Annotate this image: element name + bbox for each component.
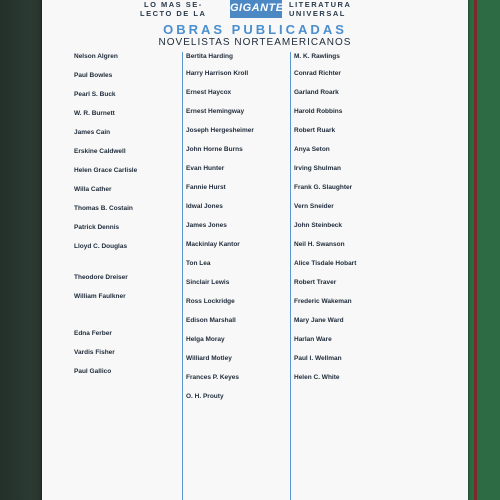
works-list-faint: [186, 306, 291, 316]
works-list-faint: [186, 173, 291, 183]
author-entry: [74, 367, 179, 386]
works-list-faint: [74, 213, 179, 223]
works-list-faint: [74, 194, 179, 204]
author-name: Paul Gallico: [74, 368, 112, 375]
book-page: [42, 0, 468, 500]
author-entry: [74, 71, 179, 90]
author-entry: [74, 273, 179, 292]
works-list-faint: [294, 97, 399, 107]
author-name: Vern Sneider: [294, 203, 334, 210]
works-list-faint: [186, 249, 291, 259]
works-list-faint: [186, 61, 291, 69]
works-list-faint: [186, 97, 291, 107]
header-left-line-1: LO MAS SE-: [144, 0, 203, 9]
author-entry: [74, 185, 179, 204]
author-entry: [74, 166, 179, 185]
works-list-faint: [74, 232, 179, 242]
author-entry: [74, 147, 179, 166]
works-list-faint: [74, 282, 179, 292]
author-entry: [74, 204, 179, 223]
author-name: Bertita Harding: [186, 53, 233, 60]
book-spine-edge: [468, 0, 500, 500]
works-list-faint: [74, 338, 179, 348]
author-entry: [74, 90, 179, 109]
author-name: Pearl S. Buck: [74, 91, 116, 98]
author-name: Mackinlay Kantor: [186, 241, 240, 248]
works-list-faint: [294, 268, 399, 278]
author-name: Ton Lea: [186, 260, 211, 267]
author-entry: [186, 145, 291, 164]
author-entry: [294, 297, 399, 316]
author-name: Conrad Richter: [294, 70, 341, 77]
author-entry: [294, 259, 399, 278]
author-entry: [294, 145, 399, 164]
gigante-logo: GIGANTE: [230, 0, 282, 18]
author-entry: [186, 335, 291, 354]
author-name: Ernest Hemingway: [186, 108, 245, 115]
works-list-faint: [186, 325, 291, 335]
author-column-3: [294, 52, 399, 392]
author-name: Irving Shulman: [294, 165, 341, 172]
works-list-faint: [186, 268, 291, 278]
author-name: John Steinbeck: [294, 222, 343, 229]
works-list-faint: [74, 137, 179, 147]
author-column-1: [74, 52, 179, 386]
author-name: Robert Ruark: [294, 127, 336, 134]
author-entry: [186, 373, 291, 392]
header-left-line-2: LECTO DE LA: [140, 9, 207, 18]
page-subtitle: NOVELISTAS NORTEAMERICANOS: [158, 37, 352, 48]
spine-stripe: [474, 0, 477, 500]
works-list-faint: [294, 325, 399, 335]
column-divider: [182, 52, 183, 500]
author-name: John Horne Burns: [186, 146, 243, 153]
works-list-faint: [186, 382, 291, 392]
works-list-faint: [74, 251, 179, 273]
author-entry: [74, 128, 179, 147]
author-name: O. H. Prouty: [186, 393, 224, 400]
author-entry: [186, 221, 291, 240]
works-list-faint: [74, 376, 179, 386]
author-name: Helen C. White: [294, 374, 340, 381]
works-list-faint: [294, 192, 399, 202]
author-entry: [294, 164, 399, 183]
author-entry: [294, 88, 399, 107]
author-name: Fannie Hurst: [186, 184, 226, 191]
author-entry: [74, 242, 179, 273]
author-name: Patrick Dennis: [74, 224, 120, 231]
works-list-faint: [186, 230, 291, 240]
author-entry: [186, 392, 291, 411]
author-name: Frank G. Slaughter: [294, 184, 353, 191]
author-entry: [186, 240, 291, 259]
author-name: Harold Robbins: [294, 108, 343, 115]
works-list-faint: [294, 230, 399, 240]
author-entry: [186, 126, 291, 145]
author-name: Paul Bowles: [74, 72, 113, 79]
author-entry: [294, 107, 399, 126]
author-entry: [294, 240, 399, 259]
author-entry: [74, 348, 179, 367]
author-name: James Jones: [186, 222, 227, 229]
works-list-faint: [186, 363, 291, 373]
author-entry: [186, 183, 291, 202]
author-name: Harlan Ware: [294, 336, 332, 343]
works-list-faint: [186, 154, 291, 164]
works-list-faint: [294, 61, 399, 69]
author-name: Ross Lockridge: [186, 298, 235, 305]
author-name: Idwal Jones: [186, 203, 223, 210]
works-list-faint: [74, 61, 179, 71]
author-entry: [294, 183, 399, 202]
works-list-faint: [294, 382, 399, 392]
header-right-line-1: LITERATURA: [289, 0, 352, 9]
author-name: Neil H. Swanson: [294, 241, 345, 248]
author-entry: [74, 109, 179, 128]
works-list-faint: [74, 80, 179, 90]
works-list-faint: [294, 344, 399, 354]
works-list-faint: [294, 287, 399, 297]
author-name: Anya Seton: [294, 146, 330, 153]
author-entry: [186, 164, 291, 183]
page-header: [42, 0, 468, 20]
author-entry: [186, 88, 291, 107]
works-list-faint: [74, 357, 179, 367]
author-name: Willa Cather: [74, 186, 112, 193]
works-list-faint: [294, 306, 399, 316]
author-name: Helen Grace Carlisle: [74, 167, 138, 174]
author-name: Sinclair Lewis: [186, 279, 230, 286]
works-list-faint: [74, 99, 179, 109]
author-name: Garland Roark: [294, 89, 339, 96]
author-name: Erskine Caldwell: [74, 148, 126, 155]
author-column-2: [186, 52, 291, 411]
author-entry: [74, 52, 179, 71]
works-list-faint: [74, 156, 179, 166]
author-entry: [74, 329, 179, 348]
author-name: W. R. Burnett: [74, 110, 115, 117]
author-entry: [294, 69, 399, 88]
author-entry: [294, 354, 399, 373]
author-entry: [294, 221, 399, 240]
author-entry: [294, 126, 399, 145]
works-list-faint: [294, 116, 399, 126]
author-entry: [186, 259, 291, 278]
author-name: Harry Harrison Kroll: [186, 70, 249, 77]
author-entry: [186, 69, 291, 88]
author-name: Paul I. Wellman: [294, 355, 342, 362]
author-name: Frances P. Keyes: [186, 374, 239, 381]
author-entry: [186, 278, 291, 297]
works-list-faint: [74, 118, 179, 128]
author-entry: [186, 107, 291, 126]
author-name: Evan Hunter: [186, 165, 225, 172]
author-name: Robert Traver: [294, 279, 337, 286]
works-list-faint: [294, 154, 399, 164]
works-list-faint: [186, 192, 291, 202]
author-entry: [294, 373, 399, 392]
author-name: Frederic Wakeman: [294, 298, 352, 305]
works-list-faint: [186, 401, 291, 411]
works-list-faint: [186, 344, 291, 354]
author-name: William Faulkner: [74, 293, 126, 300]
author-entry: [294, 316, 399, 335]
author-name: Thomas B. Costain: [74, 205, 133, 212]
author-entry: [294, 335, 399, 354]
author-entry: [74, 292, 179, 329]
header-right-line-2: UNIVERSAL: [289, 9, 346, 18]
works-list-faint: [294, 363, 399, 373]
works-list-faint: [186, 78, 291, 88]
author-entry: [186, 202, 291, 221]
author-name: Williard Motley: [186, 355, 232, 362]
works-list-faint: [74, 301, 179, 329]
author-name: Vardis Fisher: [74, 349, 115, 356]
works-list-faint: [186, 116, 291, 126]
author-entry: [186, 52, 291, 69]
works-list-faint: [186, 135, 291, 145]
author-name: M. K. Rawlings: [294, 53, 340, 60]
author-entry: [294, 278, 399, 297]
works-list-faint: [186, 287, 291, 297]
works-list-faint: [186, 211, 291, 221]
works-list-faint: [74, 175, 179, 185]
works-list-faint: [294, 211, 399, 221]
author-name: Ernest Haycox: [186, 89, 232, 96]
author-name: Theodore Dreiser: [74, 274, 128, 281]
author-name: James Cain: [74, 129, 111, 136]
works-list-faint: [294, 249, 399, 259]
author-name: Nelson Algren: [74, 53, 118, 60]
author-name: Helga Moray: [186, 336, 225, 343]
author-name: Edna Ferber: [74, 330, 112, 337]
author-name: Joseph Hergesheimer: [186, 127, 254, 134]
author-name: Mary Jane Ward: [294, 317, 344, 324]
author-name: Edison Marshall: [186, 317, 236, 324]
works-list-faint: [294, 135, 399, 145]
author-entry: [74, 223, 179, 242]
page-title: OBRAS PUBLICADAS: [163, 22, 347, 37]
author-entry: [294, 202, 399, 221]
author-entry: [186, 354, 291, 373]
author-name: Alice Tisdale Hobart: [294, 260, 357, 267]
works-list-faint: [294, 173, 399, 183]
author-entry: [186, 316, 291, 335]
author-entry: [186, 297, 291, 316]
works-list-faint: [294, 78, 399, 88]
author-entry: [294, 52, 399, 69]
author-name: Lloyd C. Douglas: [74, 243, 128, 250]
